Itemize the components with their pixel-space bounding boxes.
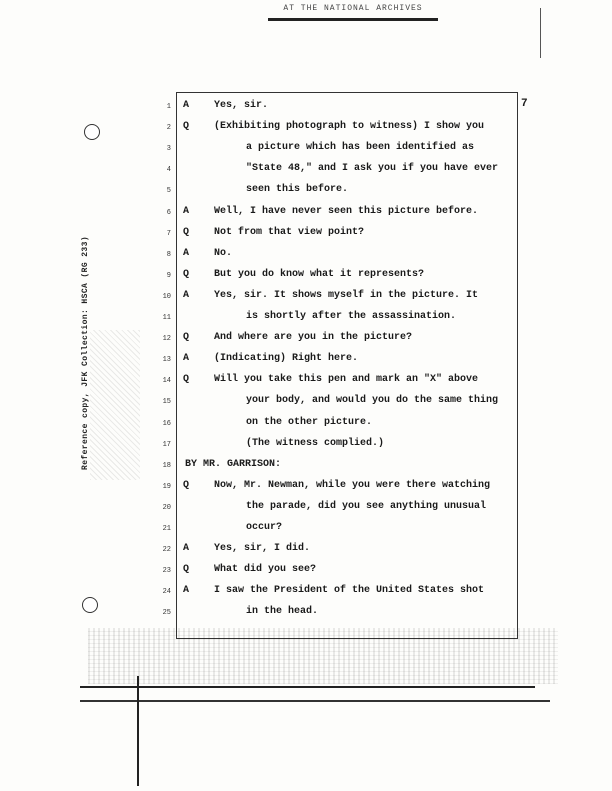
transcript-line: And where are you in the picture? (214, 332, 413, 344)
transcript-line: (The witness complied.) (246, 437, 385, 449)
line-number: 9 (166, 271, 171, 280)
line-number: 7 (166, 229, 171, 238)
transcript-line: Yes, sir, I did. (214, 543, 311, 555)
transcript-line: No. (214, 247, 233, 259)
speaker-label: Q (183, 121, 190, 133)
transcript-line: seen this before. (246, 184, 349, 196)
line-number: 24 (162, 588, 171, 597)
line-number: 21 (162, 525, 171, 533)
speaker-label: A (183, 585, 190, 597)
speaker-label: A (183, 543, 190, 555)
line-number: 4 (166, 166, 171, 175)
transcript-line: Yes, sir. It shows myself in the picture. It (214, 289, 479, 301)
speaker-label: Q (183, 374, 190, 386)
line-number: 6 (166, 208, 171, 217)
line-number: 14 (162, 377, 171, 386)
transcript-line: Now, Mr. Newman, while you were there watching (214, 479, 491, 491)
scan-noise-band (88, 628, 558, 684)
top-right-rule (540, 8, 541, 58)
line-number: 2 (166, 124, 171, 133)
line-number: 25 (162, 609, 171, 618)
line-number: 11 (162, 314, 171, 322)
transcript-line: is shortly after the assassination. (246, 311, 457, 322)
line-number: 8 (166, 250, 171, 259)
line-number: 3 (166, 145, 171, 154)
archive-stamp: AT THE NATIONAL ARCHIVES (268, 4, 438, 21)
transcript-line: your body, and would you do the same thing (246, 395, 499, 407)
transcript-line: BY MR. GARRISON: (185, 458, 282, 470)
line-number: 12 (162, 335, 171, 344)
transcript-line: occur? (246, 522, 283, 533)
transcript-line: But you do know what it represents? (214, 268, 425, 280)
transcript-line: "State 48," and I ask you if you have ever (246, 163, 499, 175)
bottom-vertical-mark (137, 676, 139, 786)
transcript-line: What did you see? (214, 564, 317, 576)
line-number: 22 (162, 546, 171, 555)
bottom-rule (80, 686, 535, 688)
speaker-label: A (183, 247, 190, 259)
line-number: 13 (162, 356, 171, 365)
speaker-label: A (183, 289, 190, 301)
transcript-line: (Exhibiting photograph to witness) I show you (214, 121, 485, 133)
scan-noise-side (90, 330, 140, 480)
speaker-label: Q (183, 479, 190, 491)
speaker-label: Q (183, 332, 190, 344)
transcript-line: (Indicating) Right here. (214, 353, 359, 365)
transcript-line: on the other picture. (246, 416, 373, 428)
page-number: 7 (521, 98, 528, 110)
speaker-label: A (183, 205, 190, 217)
transcript-line: Not from that view point? (214, 226, 365, 238)
reference-copy-stamp: Reference copy, JFK Collection: HSCA (RG 233) (81, 235, 90, 470)
transcript-line: Will you take this pen and mark an "X" above (214, 374, 479, 386)
speaker-label: A (183, 100, 190, 111)
transcript-line: in the head. (246, 606, 319, 618)
line-number: 16 (162, 419, 171, 428)
line-number: 1 (166, 103, 171, 111)
speaker-label: A (183, 353, 190, 365)
line-number: 5 (166, 187, 171, 196)
transcript-line: Yes, sir. (214, 100, 269, 111)
transcript-line: a picture which has been identified as (246, 142, 475, 154)
transcript-line: the parade, did you see anything unusual (246, 500, 487, 512)
line-number: 17 (162, 440, 171, 449)
line-number: 20 (162, 503, 171, 512)
bottom-rule-lower (80, 700, 550, 702)
line-number: 23 (162, 567, 171, 576)
speaker-label: Q (183, 226, 190, 238)
transcript-line: I saw the President of the United States shot (214, 585, 485, 597)
line-number: 19 (162, 482, 171, 491)
speaker-label: Q (183, 268, 190, 280)
speaker-label: Q (183, 564, 190, 576)
line-number: 15 (162, 398, 171, 407)
punch-hole-top (84, 124, 100, 140)
punch-hole-bottom (82, 597, 98, 613)
line-number: 10 (162, 292, 171, 301)
line-number: 18 (162, 461, 171, 470)
transcript-line: Well, I have never seen this picture before. (214, 205, 479, 217)
